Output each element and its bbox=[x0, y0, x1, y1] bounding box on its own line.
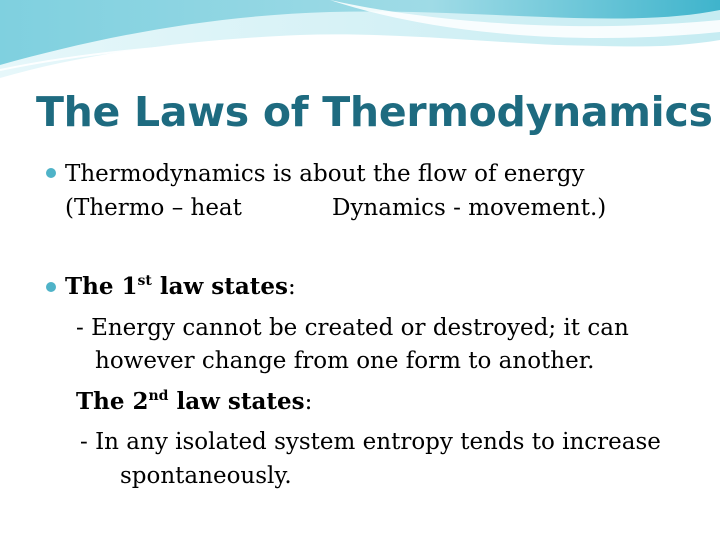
second-law-lead: The 2 bbox=[76, 388, 149, 415]
bullet-icon bbox=[46, 282, 56, 292]
first-law-colon: : bbox=[287, 274, 296, 300]
first-law-heading bbox=[65, 270, 296, 304]
header-wave-decoration bbox=[0, 0, 720, 90]
second-law-tail: law states bbox=[168, 388, 305, 415]
second-law-description-2: spontaneously. bbox=[120, 463, 292, 489]
first-law-description-1: - Energy cannot be created or destroyed; it can bbox=[76, 315, 629, 341]
first-law-lead: The 1 bbox=[65, 273, 138, 300]
slide-title: The Laws of Thermodynamics bbox=[36, 88, 713, 136]
second-law-colon: : bbox=[304, 389, 313, 415]
bullet-1-line-2-dynamics: Dynamics - movement.) bbox=[332, 195, 607, 221]
second-law-heading bbox=[76, 385, 312, 419]
first-law-description-2: however change from one form to another. bbox=[95, 348, 595, 374]
bullet-icon bbox=[46, 168, 56, 178]
bullet-1-line-1: Thermodynamics is about the flow of energy bbox=[65, 161, 585, 187]
first-law-tail: law states bbox=[151, 273, 288, 300]
second-law-description-1: - In any isolated system entropy tends to increase bbox=[80, 429, 661, 455]
bullet-1-line-2-thermo: (Thermo – heat bbox=[65, 195, 242, 221]
second-law-ordinal: nd bbox=[148, 388, 169, 404]
first-law-ordinal: st bbox=[137, 273, 152, 289]
